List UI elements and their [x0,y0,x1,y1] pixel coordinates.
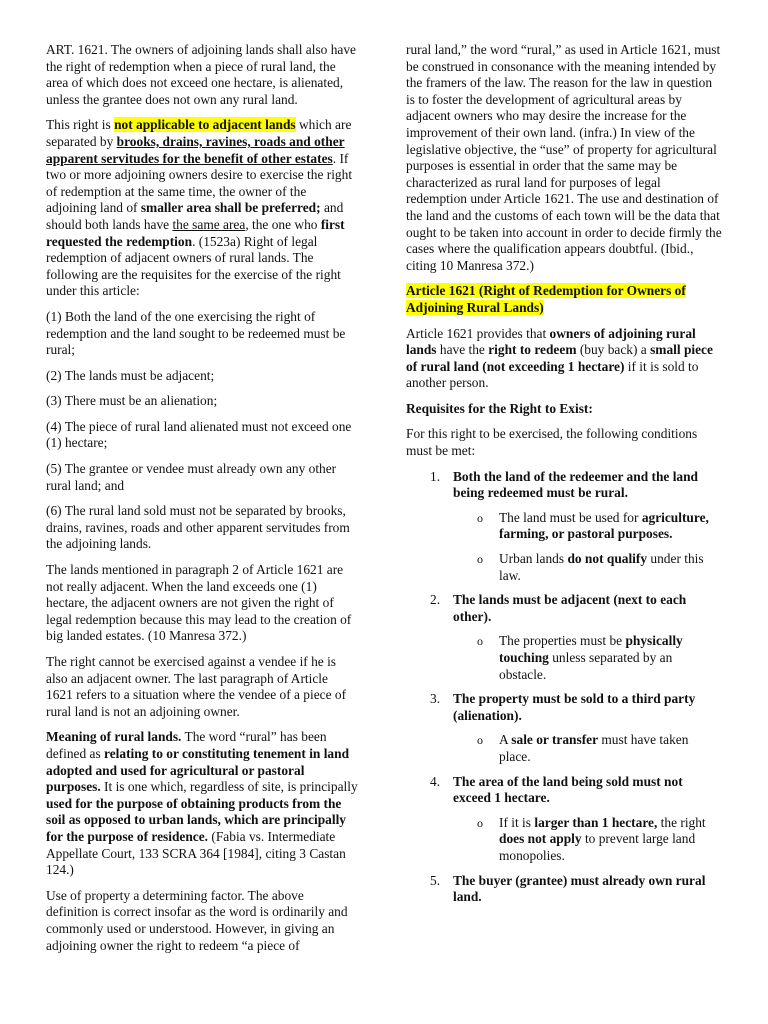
bullet-icon: o [477,733,483,748]
numbered-item: 5. The buyer (grantee) must already own rural land. [430,872,706,905]
bullet-icon: o [477,552,483,567]
underlined-phrase: brooks, drains, ravines, roads and other apparent servitudes for the benefit of other estates [46,133,345,166]
numbered-item: 3. The property must be sold to a third party (alienation). [430,691,696,723]
sub-bullet-item: o A sale or transfer must have taken place. [477,732,689,764]
highlighted-phrase: not applicable to adjacent lands [114,117,296,133]
requisite-item: (2) The lands must be adjacent; [46,367,215,383]
requisite-item: (4) The piece of rural land alienated must not exceed one (1) hectare; [46,418,352,451]
left-column [46,42,358,963]
paragraph-rural-land-continued: rural land,” the word “rural,” as used in Article 1621, must be construed in consonance with the meaning intended by the framers of the law. The reason for the law in question is to foster the development of agricultural areas by adjacent owners who may desire the increase for the improvement of their own land. (infra.) In view of the legislative objective, the “use” of property for agricultural purposes is essential in order that the same may be characterized as rural land for purposes of legal redemption under Article 1621. The use and destination of the land and the customs of each town will be the data that ought to be taken into account in order to decide firmly the cases where the qualification appears doubtful. (Ibid., citing 10 Manresa 372.) [406,42,722,273]
requisite-item: (5) The grantee or vendee must already own any other rural land; and [46,461,337,493]
paragraph-right-not-applicable: This right is not applicable to adjacent lands which are separated by brooks, drains, ravines, roads and other apparent servitudes for the benefit of other estates. If two or more adjoining owners desire to exercise the right of redemption at the same time, the owner of the adjoining land of smaller area shall be preferred; and should both lands have the same area, the one who first requested the redemption. (1523a) Right of legal redemption of adjacent owners of rural lands. The following are the requisites for the exercise of the right under this article: [46,117,353,299]
numbered-item: 1. Both the land of the redeemer and the land being redeemed must be rural. [430,468,699,501]
sub-bullet-item: o The properties must be physically touching unless separated by an obstacle. [477,633,683,682]
bullet-icon: o [477,815,483,830]
paragraph-summary: Article 1621 provides that owners of adjoining rural lands have the right to redeem (buy back) a small piece of rural land (not exceeding 1 hectare) if it is sold to another person. [406,325,713,391]
requisite-item: (1) Both the land of the one exercising the right of redemption and the land sought to be redeemed must be rural; [46,308,346,358]
article-text: ART. 1621. The owners of adjoining lands shall also have the right of redemption when a piece of rural land, the area of which does not exceed one hectare, is alienated, unless the grantee does not own any rural land. [46,42,356,107]
sub-bullet-item: o If it is larger than 1 hectare, the right does not apply to prevent large land monopolies. [477,814,706,863]
bullet-icon: o [477,510,483,525]
numbered-item: 2. The lands must be adjacent (next to each other). [430,592,687,624]
paragraph-use-of-property: Use of property a determining factor. The above definition is correct insofar as the word is ordinarily and commonly used or understood. However, in giving an adjoining owner the right to redeem “a piece of [46,887,348,953]
requisites-heading: Requisites for the Right to Exist: [406,400,593,416]
right-column [406,42,722,914]
paragraph-not-adjacent: The lands mentioned in paragraph 2 of Article 1621 are not really adjacent. When the land exceeds one (1) hectare, the adjacent owners are not given the right of legal redemption because this may lead to the creation of big landed estates. (10 Manresa 372.) [46,562,352,644]
sub-bullet-item: o The land must be used for agriculture, farming, or pastoral purposes. [477,509,709,542]
requisite-item: (3) There must be an alienation; [46,393,218,409]
paragraph-conditions: For this right to be exercised, the following conditions must be met: [406,426,698,459]
paragraph-vendee: The right cannot be exercised against a vendee if he is also an adjacent owner. The last paragraph of Article 1621 refers to a situation where the vendee of a piece of rural land is not an adjoining owner. [46,654,347,719]
sub-bullet-item: o Urban lands do not qualify under this law. [477,551,704,583]
bullet-icon: o [477,634,483,649]
requisite-item: (6) The rural land sold must not be separated by brooks, drains, ravines, roads and other apparent servitudes from the adjoining lands. [46,503,350,552]
paragraph-meaning-rural: Meaning of rural lands. The word “rural” has been defined as relating to or constituting tenement in land adopted and used for agricultural or pastoral purposes. It is one which, regardless of site, is principally used for the purpose of obtaining products from the soil as opposed to urban lands, which are principally for the purpose of residence. (Fabia vs. Intermediate Appellate Court, 133 SCRA 364 [1984], citing 3 Castan 124.) [46,729,358,878]
section-heading: Article 1621 (Right of Redemption for Owners of Adjoining Rural Lands) [406,283,686,315]
numbered-item: 4. The area of the land being sold must not exceed 1 hectare. [430,773,683,806]
